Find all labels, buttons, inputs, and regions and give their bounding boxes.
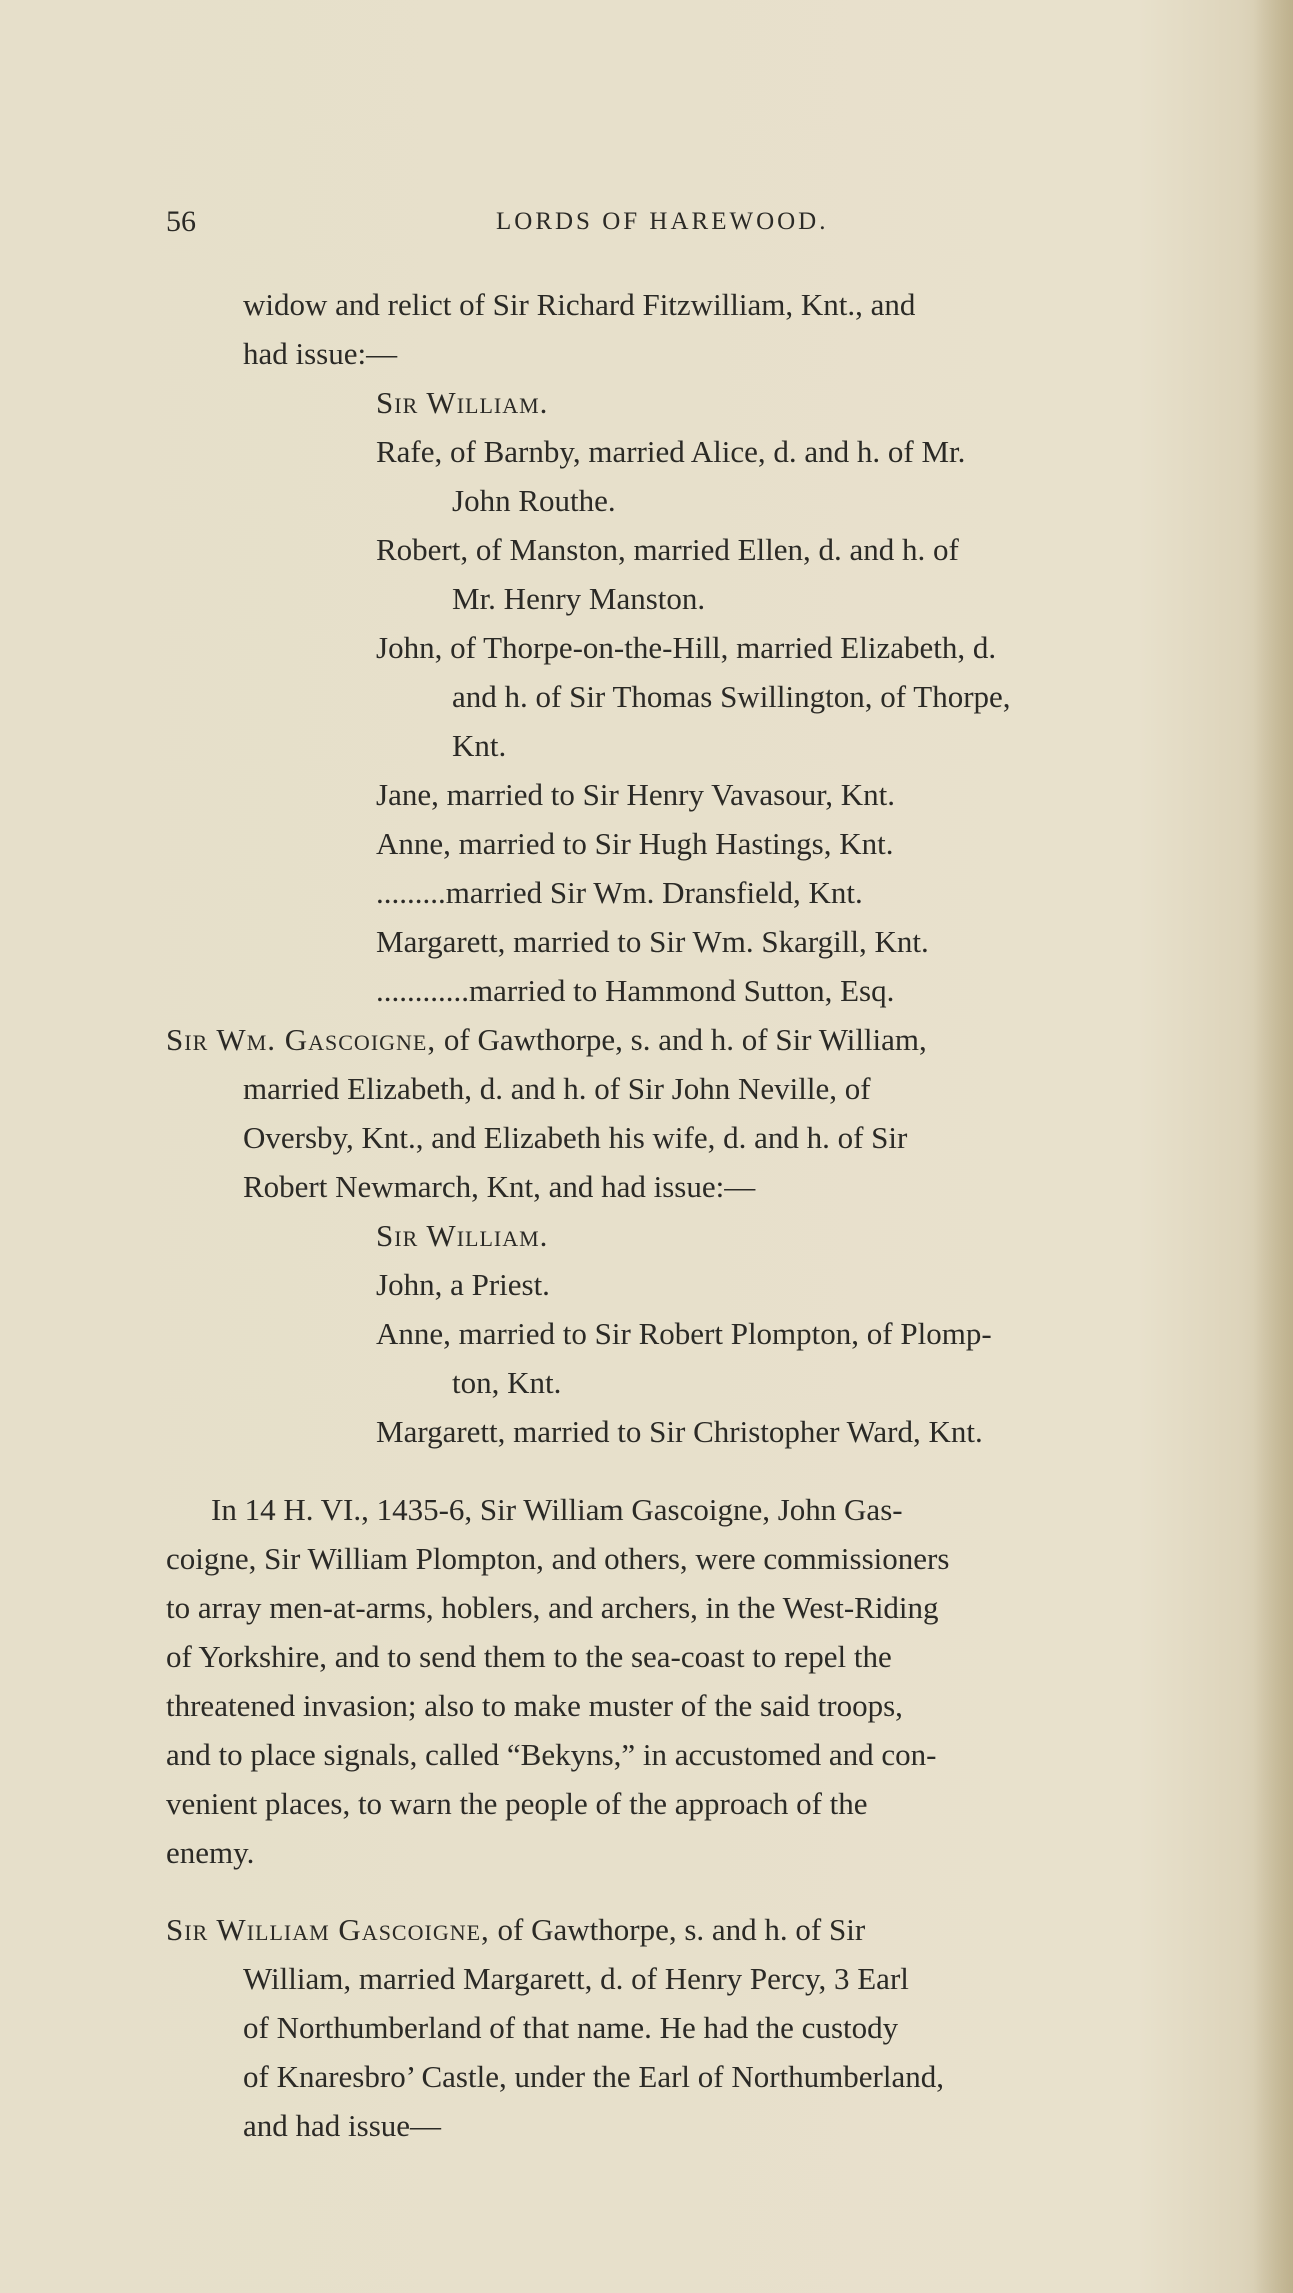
text-line: Knt. [452,728,507,763]
text-line-heading: Sir William. [376,385,549,420]
text-line: Anne, married to Sir Robert Plompton, of Plomp- [376,1316,992,1351]
page-edge-shadow [1253,0,1293,2293]
text-line: Margarett, married to Sir Christopher Ward, Knt. [376,1414,983,1449]
running-title: LORDS OF HAREWOOD. [496,208,829,235]
text-line: John, of Thorpe-on-the-Hill, married Elizabeth, d. [376,630,997,665]
text-line: and h. of Sir Thomas Swillington, of Thorpe, [452,679,1011,714]
text-line: Jane, married to Sir Henry Vavasour, Knt. [376,777,896,812]
text-line [166,1020,927,1060]
text-line: William, married Margarett, d. of Henry Percy, 3 Earl [243,1961,909,1996]
text-line-rest: of Gawthorpe, s. and h. of Sir [489,1912,866,1947]
text-line: and to place signals, called “Bekyns,” in accustomed and con- [166,1737,937,1772]
page-number: 56 [166,205,196,238]
text-line: coigne, Sir William Plompton, and others, were commissioners [166,1541,950,1576]
text-line: ton, Knt. [452,1365,562,1400]
text-line: of Yorkshire, and to send them to the sea-coast to repel the [166,1639,892,1674]
name-lead: Sir Wm. Gascoigne, [166,1022,437,1057]
text-line: widow and relict of Sir Richard Fitzwilliam, Knt., and [243,287,916,322]
text-line: venient places, to warn the people of the approach of the [166,1786,868,1821]
text-line: Robert, of Manston, married Ellen, d. and h. of [376,532,959,567]
text-line: .........married Sir Wm. Dransfield, Knt. [376,875,863,910]
text-line: married Elizabeth, d. and h. of Sir John Neville, of [243,1071,871,1106]
text-line: Oversby, Knt., and Elizabeth his wife, d. and h. of Sir [243,1120,908,1155]
text-line: to array men-at-arms, hoblers, and archers, in the West-Riding [166,1590,939,1625]
text-line-heading: Sir William. [376,1218,549,1253]
text-line: threatened invasion; also to make muster of the said troops, [166,1688,903,1723]
text-line: Margarett, married to Sir Wm. Skargill, Knt. [376,924,929,959]
text-line: ............married to Hammond Sutton, Esq. [376,973,895,1008]
text-line: and had issue— [243,2108,442,2143]
text-line: In 14 H. VI., 1435-6, Sir William Gascoigne, John Gas- [211,1492,903,1527]
text-line: of Northumberland of that name. He had the custody [243,2010,899,2045]
text-line [166,1910,865,1950]
text-line: of Knaresbro’ Castle, under the Earl of Northumberland, [243,2059,944,2094]
text-line: Anne, married to Sir Hugh Hastings, Knt. [376,826,894,861]
text-line: enemy. [166,1835,255,1870]
text-line: Rafe, of Barnby, married Alice, d. and h. of Mr. [376,434,966,469]
text-line: Robert Newmarch, Knt, and had issue:— [243,1169,756,1204]
text-line: had issue:— [243,336,398,371]
text-line: John, a Priest. [376,1267,550,1302]
text-line-rest: of Gawthorpe, s. and h. of Sir William, [436,1022,927,1057]
text-line: Mr. Henry Manston. [452,581,706,616]
name-lead: Sir William Gascoigne, [166,1912,490,1947]
text-line: John Routhe. [452,483,616,518]
